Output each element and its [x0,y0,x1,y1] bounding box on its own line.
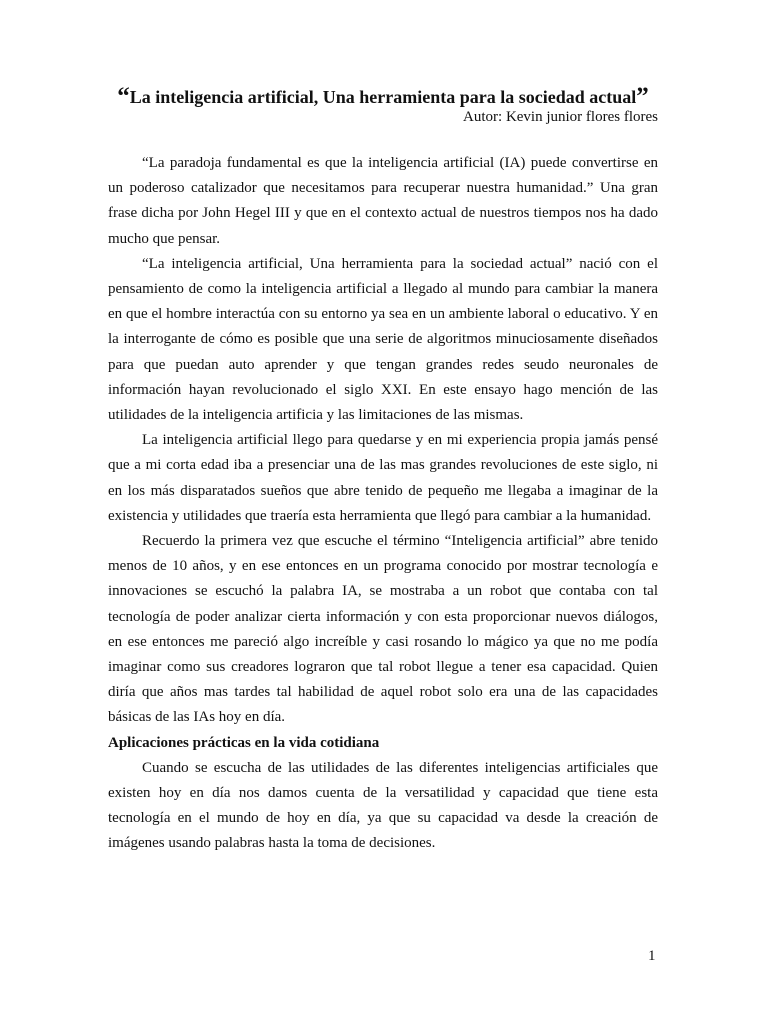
page-number: 1 [648,948,656,964]
paragraph: Recuerdo la primera vez que escuche el término “Inteligencia artificial” abre tenido menos de 10 años, y en ese entonces en un programa conocido por mostrar tecnología e innovaciones se escuchó la palabra IA, se mostraba a un robot que contaba con tal tecnología de poder analizar cierta información y con esta proporcionar nuevos diálogos, en ese entonces me pareció algo increíble y casi rosando lo mágico ya que no me podía imaginar como sus creadores lograron que tal robot llegue a tener esa capacidad. Quien diría que años mas tardes tal habilidad de aquel robot solo era una de las capacidades básicas de las IAs hoy en día. [108,533,658,726]
document-page [108,83,658,857]
document-title [108,83,658,110]
paragraph: La inteligencia artificial llego para quedarse y en mi experiencia propia jamás pensé que a mi corta edad iba a presenciar una de las mas grandes revoluciones de este siglo, ni en los más disparatados sueños que abre tenido de pequeño me llegaba a imaginar de la existencia y utilidades que traería esta herramienta que llegó para cambiar a la humanidad. [108,432,658,524]
author-line: Autor: Kevin junior flores flores [463,109,658,125]
title-close-quote: ” [636,83,649,110]
paragraph: Cuando se escucha de las utilidades de las diferentes inteligencias artificiales que existen hoy en día nos damos cuenta de la versatilidad y capacidad que tiene esta tecnología en el mundo de hoy en día, ya que su capacidad va desde la creación de imágenes usando palabras hasta la toma de decisiones. [108,759,658,852]
paragraph: “La paradoja fundamental es que la inteligencia artificial (IA) puede convertirse en un poderoso catalizador que necesitamos para recuperar nuestra humanidad.” Una gran frase dicha por John Hegel III y que en el contexto actual de nuestros tiempos nos ha dado mucho que pensar. [108,155,658,247]
paragraph: “La inteligencia artificial, Una herramienta para la sociedad actual” nació con el pensamiento de como la inteligencia artificial a llegado al mundo para cambiar la manera en que el hombre interactúa con su entorno ya sea en un ambiente laboral o educativo. Y en la interrogante de cómo es posible que una serie de algoritmos minuciosamente diseñados para que puedan auto aprender y que tengan grandes redes seudo neuronales de información hayan revolucionado el siglo XXI. En este ensayo hago mención de las utilidades de la inteligencia artificia y las limitaciones de las mismas. [108,255,658,424]
section-heading: Aplicaciones prácticas en la vida cotidiana [108,734,380,751]
title-text: La inteligencia artificial, Una herramienta para la sociedad actual [129,87,637,107]
title-open-quote: “ [117,83,130,110]
